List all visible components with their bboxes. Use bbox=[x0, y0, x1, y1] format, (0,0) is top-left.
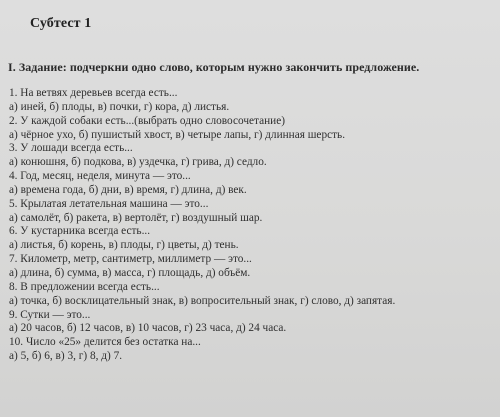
question-stem: 7. Километр, метр, сантиметр, миллиметр — это... bbox=[9, 253, 252, 266]
question-10 bbox=[9, 336, 494, 364]
task-heading: I. Задание: подчеркни одно слово, которым нужно закончить предложение. bbox=[8, 60, 420, 74]
question-7 bbox=[9, 253, 494, 281]
question-2 bbox=[9, 115, 494, 143]
question-options: а) точка, б) восклицательный знак, в) вопросительный знак, г) слово, д) запятая. bbox=[9, 294, 396, 307]
question-stem: 9. Сутки — это... bbox=[9, 308, 91, 321]
question-stem: 1. На ветвях деревьев всегда есть... bbox=[9, 87, 178, 99]
question-stem: 10. Число «25» делится без остатка на... bbox=[9, 336, 201, 349]
question-5 bbox=[9, 198, 494, 226]
question-3 bbox=[9, 142, 494, 170]
question-options: а) листья, б) корень, в) плоды, г) цветы, д) тень. bbox=[9, 239, 239, 252]
question-options: а) самолёт, б) ракета, в) вертолёт, г) воздушный шар. bbox=[9, 211, 263, 224]
question-9 bbox=[9, 309, 494, 337]
question-stem: 4. Год, месяц, неделя, минута — это... bbox=[9, 170, 191, 183]
question-4 bbox=[9, 170, 494, 198]
question-8 bbox=[9, 281, 494, 309]
question-options: а) 20 часов, б) 12 часов, в) 10 часов, г) 23 часа, д) 24 часа. bbox=[9, 322, 287, 335]
question-options: а) времена года, б) дни, в) время, г) длина, д) век. bbox=[9, 183, 247, 196]
question-options: а) чёрное ухо, б) пушистый хвост, в) четыре лапы, г) длинная шерсть. bbox=[9, 128, 346, 141]
question-stem: 2. У каждой собаки есть...(выбрать одно словосочетание) bbox=[9, 114, 285, 127]
question-options: а) конюшня, б) подкова, в) уздечка, г) грива, д) седло. bbox=[9, 156, 267, 169]
question-stem: 3. У лошади всегда есть... bbox=[9, 142, 133, 155]
question-options: а) 5, б) 6, в) 3, г) 8, д) 7. bbox=[9, 350, 123, 363]
subtest-title: Субтест 1 bbox=[30, 16, 92, 31]
question-options: а) длина, б) сумма, в) масса, г) площадь, д) объём. bbox=[9, 266, 251, 279]
question-stem: 6. У кустарника всегда есть... bbox=[9, 225, 151, 238]
question-stem: 5. Крылатая летательная машина — это... bbox=[9, 197, 209, 210]
question-stem: 8. В предложении всегда есть... bbox=[9, 280, 160, 293]
question-options: а) иней, б) плоды, в) почки, г) кора, д) листья. bbox=[9, 100, 230, 113]
question-1 bbox=[9, 87, 494, 115]
question-list bbox=[9, 87, 494, 364]
question-6 bbox=[9, 225, 494, 253]
